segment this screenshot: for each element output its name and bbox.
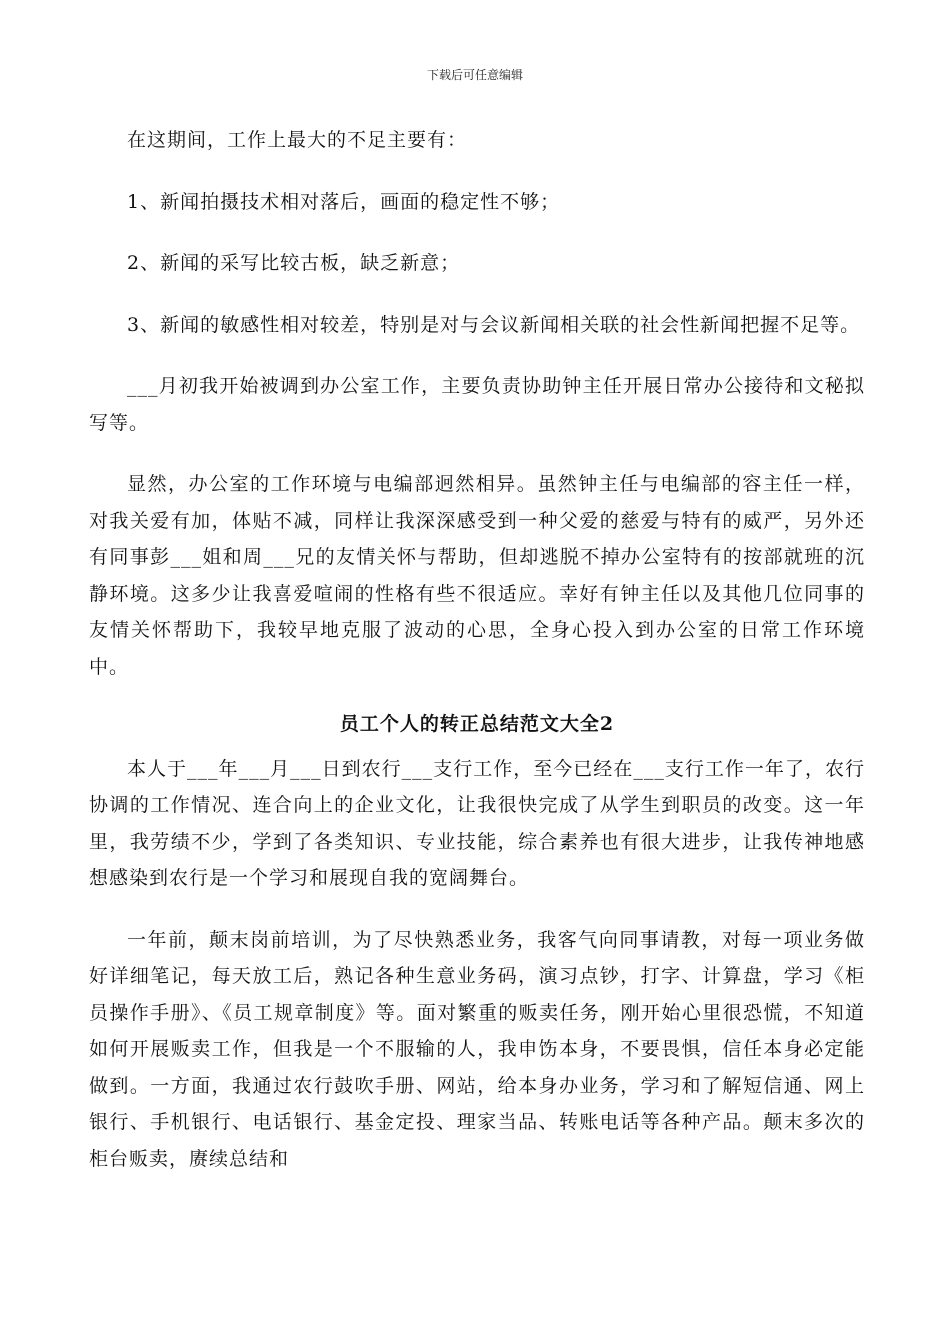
paragraph: 显然，办公室的工作环境与电编部迥然相异。虽然钟主任与电编部的容主任一样，对我关爱有加，体贴不减，同样让我深深感受到一种父爱的慈爱与特有的威严，另外还有同事彭___姐和周___兄的友情关怀与帮助，但却逃脱不掉办公室特有的按部就班的沉静环境。这多少让我喜爱喧闹的性格有些不很适应。幸好有钟主任以及其他几位同事的友情关怀帮助下，我较早地克服了波动的心思，全身心投入到办公室的日常工作环境中。 bbox=[89, 473, 865, 678]
paragraph: 本人于___年___月___日到农行___支行工作，至今已经在___支行工作一年了，农行协调的工作情况、连合向上的企业文化，让我很快完成了从学生到职员的改变。这一年里，我劳绩不少，学到了各类知识、专业技能，综合素养也有很大进步，让我传神地感想感染到农行是一个学习和展现自我的宽阔舞台。 bbox=[89, 757, 865, 889]
paragraph: ___月初我开始被调到办公室工作，主要负责协助钟主任开展日常办公接待和文秘拟写等。 bbox=[89, 375, 865, 434]
list-item: 2、新闻的采写比较古板，缺乏新意； bbox=[127, 252, 461, 274]
page-header: 下载后可任意编辑 bbox=[426, 68, 523, 82]
section-heading: 员工个人的转正总结范文大全2 bbox=[339, 713, 615, 735]
paragraph: 一年前，颠末岗前培训，为了尽快熟悉业务，我客气向同事请教，对每一项业务做好详细笔记，每天放工后，熟记各种生意业务码，演习点钞，打字、计算盘，学习《柜员操作手册》、《员工规章制度》等。面对繁重的贩卖任务，刚开始心里很恐慌，不知道如何开展贩卖工作，但我是一个不服输的人，我申饬本身，不要畏惧，信任本身必定能做到。一方面，我通过农行鼓吹手册、网站，给本身办业务，学习和了解短信通、网上银行、手机银行、电话银行、基金定投、理家当品、转账电话等各种产品。颠末多次的柜台贩卖，赓续总结和 bbox=[89, 928, 865, 1170]
list-item: 1、新闻拍摄技术相对落后，画面的稳定性不够； bbox=[127, 190, 561, 213]
paragraph-intro: 在这期间，工作上最大的不足主要有： bbox=[127, 129, 468, 151]
document-body bbox=[89, 122, 865, 1202]
list-item: 3、新闻的敏感性相对较差，特别是对与会议新闻相关联的社会性新闻把握不足等。 bbox=[127, 313, 861, 336]
